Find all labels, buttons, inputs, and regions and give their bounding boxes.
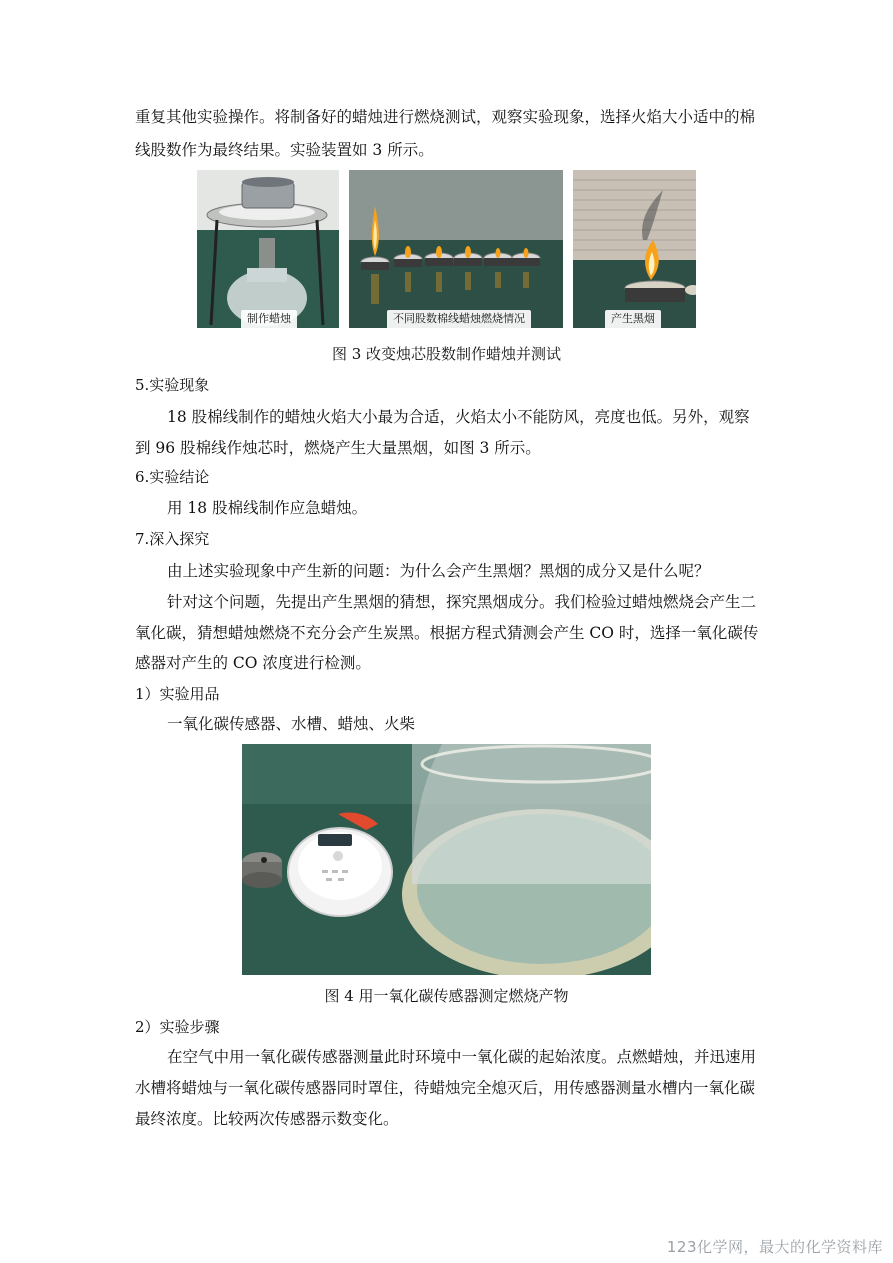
section-heading: 2）实验步骤 xyxy=(135,1018,220,1036)
paragraph-line: 水槽将蜡烛与一氧化碳传感器同时罩住，待蜡烛完全熄灭后，用传感器测量水槽内一氧化碳 xyxy=(135,1079,756,1097)
photo-label: 不同股数棉线蜡烛燃烧情况 xyxy=(387,310,531,328)
paragraph-line: 感器对产生的 CO 浓度进行检测。 xyxy=(135,654,371,672)
paragraph-line: 由上述实验现象中产生新的问题：为什么会产生黑烟？黑烟的成分又是什么呢？ xyxy=(167,562,710,580)
section-heading: 7.深入探究 xyxy=(135,530,210,548)
watermark-text: 123化学网，最大的化学资料库 xyxy=(666,1238,883,1256)
photo-label: 产生黑烟 xyxy=(605,310,661,328)
photo-co-sensor-setup xyxy=(242,744,651,975)
photo-making-candle xyxy=(197,170,339,328)
section-heading: 5.实验现象 xyxy=(135,376,210,394)
paragraph-line: 用 18 股棉线制作应急蜡烛。 xyxy=(167,499,368,517)
photo-label: 制作蜡烛 xyxy=(241,310,297,328)
paragraph-line: 到 96 股棉线作烛芯时，燃烧产生大量黑烟，如图 3 所示。 xyxy=(135,439,541,457)
paragraph-line: 针对这个问题，先提出产生黑烟的猜想，探究黑烟成分。我们检验过蜡烛燃烧会产生二 xyxy=(167,593,757,611)
section-heading: 6.实验结论 xyxy=(135,468,210,486)
photo-candles-burning xyxy=(349,170,563,328)
figure-caption: 图 4 用一氧化碳传感器测定燃烧产物 xyxy=(324,987,569,1005)
paragraph-line: 最终浓度。比较两次传感器示数变化。 xyxy=(135,1110,399,1128)
paragraph-line: 氧化碳，猜想蜡烛燃烧不充分会产生炭黑。根据方程式猜测会产生 CO 时，选择一氧化碳传 xyxy=(135,624,759,642)
figure-caption: 图 3 改变烛芯股数制作蜡烛并测试 xyxy=(331,345,562,363)
paragraph-line: 一氧化碳传感器、水槽、蜡烛、火柴 xyxy=(167,715,416,733)
paragraph-line: 重复其他实验操作。将制备好的蜡烛进行燃烧测试，观察实验现象，选择火焰大小适中的棉 xyxy=(135,108,756,126)
photo-black-smoke xyxy=(573,170,696,328)
paragraph-line: 线股数作为最终结果。实验装置如 3 所示。 xyxy=(135,141,434,159)
section-heading: 1）实验用品 xyxy=(135,685,220,703)
paragraph-line: 在空气中用一氧化碳传感器测量此时环境中一氧化碳的起始浓度。点燃蜡烛，并迅速用 xyxy=(167,1048,757,1066)
paragraph-line: 18 股棉线制作的蜡烛火焰大小最为合适，火焰太小不能防风，亮度也低。另外，观察 xyxy=(167,408,750,426)
